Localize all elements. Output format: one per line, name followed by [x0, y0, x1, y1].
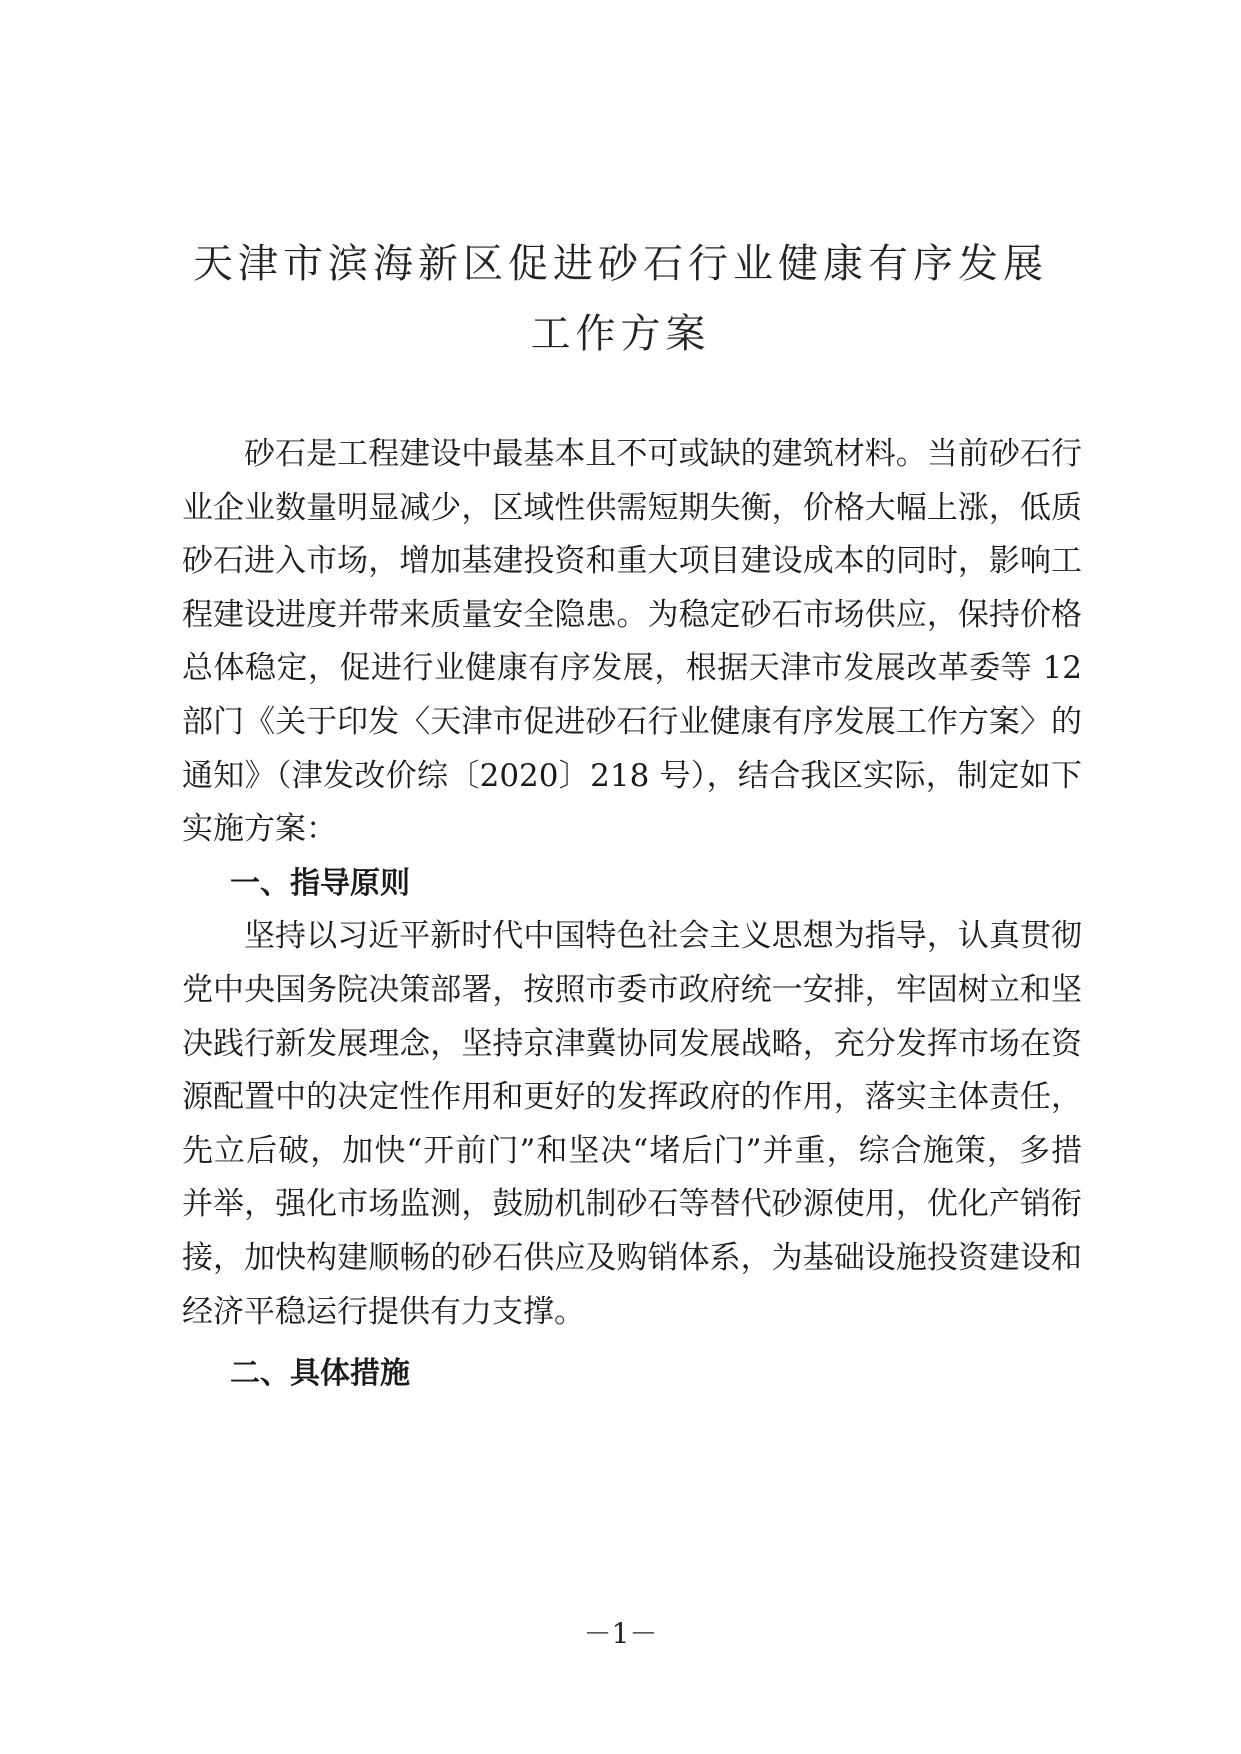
document-title-line2: 工作方案	[530, 311, 711, 357]
document-title-line1: 天津市滨海新区促进砂石行业健康有序发展	[193, 241, 1048, 287]
guiding-principles-paragraph: 坚持以习近平新时代中国特色社会主义思想为指导，认真贯彻党中央国务院决策部署，按照市委市政府统一安排，牢固树立和坚决践行新发展理念，坚持京津冀协同发展战略，充分发挥市场在资源配置中的决定性作用和更好的发挥政府的作用，落实主体责任，先立后破，加快“开前门”和坚决“堵后门”并重，综合施策，多措并举，强化市场监测，鼓励机制砂石等替代砂源使用，优化产销衔接，加快构建顺畅的砂石供应及购销体系，为基础设施投资建设和经济平稳运行提供有力支撑。	[182, 918, 1082, 1330]
section-heading-specific-measures: 二、具体措施	[230, 1356, 410, 1392]
page-number: －1－	[583, 1617, 658, 1650]
document-body	[182, 428, 1082, 1401]
intro-paragraph: 砂石是工程建设中最基本且不可或缺的建筑材料。当前砂石行业企业数量明显减少，区域性供需短期失衡，价格大幅上涨，低质砂石进入市场，增加基建投资和重大项目建设成本的同时，影响工程建设进度并带来质量安全隐患。为稳定砂石市场供应，保持价格总体稳定，促进行业健康有序发展，根据天津市发展改革委等 12 部门《关于印发〈天津市促进砂石行业健康有序发展工作方案〉的通知》（津发改价综〔2020〕218 号），结合我区实际，制定如下实施方案：	[182, 436, 1082, 848]
section-heading-guiding-principles: 一、指导原则	[230, 865, 410, 901]
